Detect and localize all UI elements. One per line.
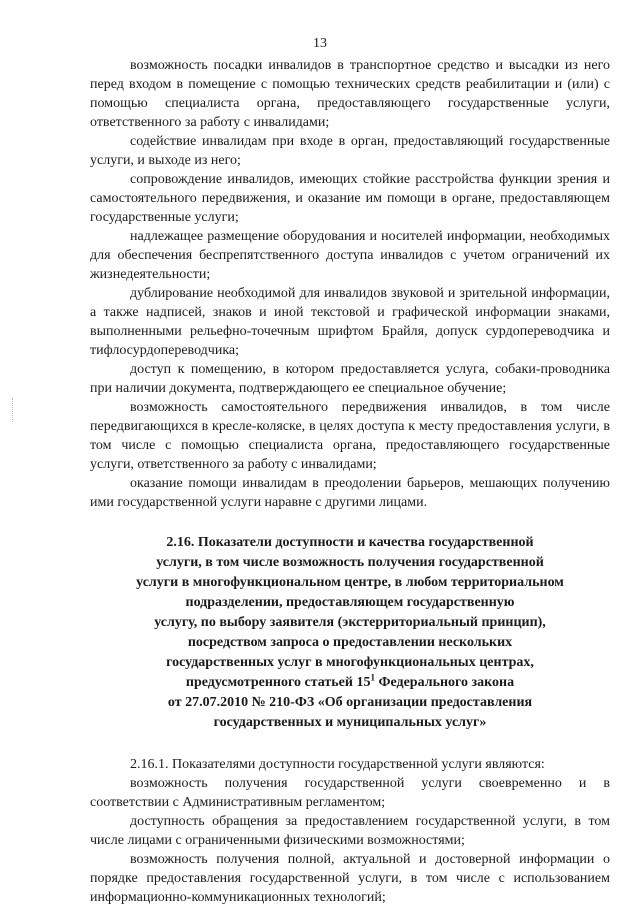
paragraph: дублирование необходимой для инвалидов звуковой и зрительной информации, а также надписей, знаков и иной текстовой и графической информации знаками, выполненными рельефно-точечным шрифтом Брайля, допуск сурдопереводчика и тифлосурдопереводчика; <box>90 286 610 358</box>
heading-line: 2.16. Показатели доступности и качества государственной <box>166 535 534 550</box>
document-body <box>90 56 610 907</box>
heading-line: от 27.07.2010 № 210-ФЗ «Об организации предоставления <box>167 695 533 710</box>
heading-line: подразделении, предоставляющем государственную <box>185 595 515 610</box>
margin-mark <box>12 398 14 422</box>
paragraph: доступ к помещению, в котором предоставляется услуга, собаки-проводника при наличии документа, подтверждающего ее специальное обучение; <box>90 362 610 396</box>
heading-line: государственных услуг в многофункциональных центрах, <box>166 655 534 670</box>
article-superscript: 1 <box>370 672 375 683</box>
heading-line: услуги в многофункциональном центре, в любом территориальном <box>136 575 564 590</box>
paragraph: возможность получения полной, актуальной и достоверной информации о порядке предоставления государственной услуги, в том числе с использованием информационно-коммуникационных технологий; <box>90 852 610 905</box>
paragraph: возможность посадки инвалидов в транспортное средство и высадки из него перед входом в помещение с помощью технических средств реабилитации и (или) с помощью специалиста органа, предоставляющего государственные услуги, ответственного за работу с инвалидами; <box>90 58 610 130</box>
heading-line: услуги, в том числе возможность получения государственной <box>156 555 544 570</box>
paragraph: возможность самостоятельного передвижения инвалидов, в том числе передвигающихся в кресле-коляске, в целях доступа к месту предоставления услуги, в том числе с помощью специалиста органа, предоставляющего государственные услуги, ответственного за работу с инвалидами; <box>90 400 610 472</box>
heading-line-article <box>90 673 610 693</box>
section-heading <box>90 533 610 733</box>
heading-line: посредством запроса о предоставлении нескольких <box>187 635 513 650</box>
paragraph: надлежащее размещение оборудования и носителей информации, необходимых для обеспечения беспрепятственного доступа инвалидов с учетом ограничений их жизнедеятельности; <box>90 229 610 282</box>
paragraph: сопровождение инвалидов, имеющих стойкие расстройства функции зрения и самостоятельного передвижения, и оказание им помощи в органе, предоставляющем государственные услуги; <box>90 172 610 225</box>
paragraph: возможность получения государственной услуги своевременно и в соответствии с Административным регламентом; <box>90 776 610 810</box>
paragraph: оказание помощи инвалидам в преодолении барьеров, мешающих получению ими государственной услуги наравне с другими лицами. <box>90 476 610 510</box>
page-number: 13 <box>313 36 327 51</box>
heading-line: государственных и муниципальных услуг» <box>213 715 487 730</box>
law-text: Федерального закона <box>374 675 515 690</box>
paragraph: содействие инвалидам при входе в орган, предоставляющий государственные услуги, и выходе из него; <box>90 134 610 168</box>
article-text: предусмотренного статьей 15 <box>185 675 371 690</box>
heading-line: услугу, по выбору заявителя (экстерриториальный принцип), <box>154 615 546 630</box>
paragraph: 2.16.1. Показателями доступности государственной услуги являются: <box>130 757 545 772</box>
paragraph: доступность обращения за предоставлением государственной услуги, в том числе лицами с ограниченными физическими возможностями; <box>90 814 610 848</box>
